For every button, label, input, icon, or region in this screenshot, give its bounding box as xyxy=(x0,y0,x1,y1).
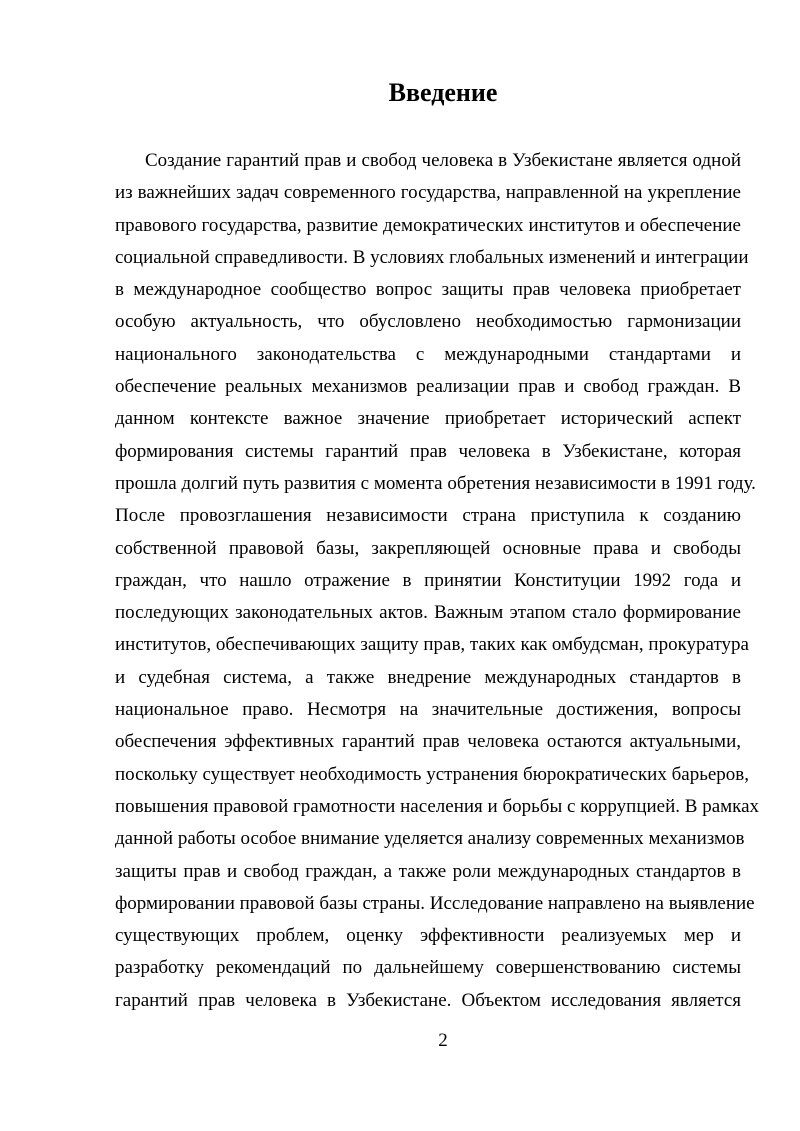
text-line: национальное право. Несмотря на значительные достижения, вопросы xyxy=(115,699,741,721)
text-line: формировании правовой базы страны. Исследование направлено на выявление xyxy=(115,892,755,914)
text-line: обеспечение реальных механизмов реализации прав и свобод граждан. В xyxy=(115,376,741,398)
page-number: 2 xyxy=(438,1030,448,1051)
text-line: формирования системы гарантий прав человека в Узбекистане, которая xyxy=(115,440,741,462)
text-line: социальной справедливости. В условиях глобальных изменений и интеграции xyxy=(115,246,749,268)
text-line: особую актуальность, что обусловлено необходимостью гармонизации xyxy=(115,311,741,333)
text-line: и судебная система, а также внедрение международных стандартов в xyxy=(115,666,741,688)
text-line: последующих законодательных актов. Важным этапом стало формирование xyxy=(115,602,741,624)
text-line: институтов, обеспечивающих защиту прав, таких как омбудсман, прокуратура xyxy=(115,634,749,656)
body-paragraph xyxy=(115,145,760,1017)
text-line: поскольку существует необходимость устранения бюрократических барьеров, xyxy=(115,763,750,785)
text-line: правового государства, развитие демократических институтов и обеспечение xyxy=(115,214,741,236)
text-line: Создание гарантий прав и свобод человека в Узбекистане является одной xyxy=(145,150,741,171)
text-line: существующих проблем, оценку эффективности реализуемых мер и xyxy=(115,925,741,947)
section-title: Введение xyxy=(388,78,498,107)
text-line: в международное сообщество вопрос защиты прав человека приобретает xyxy=(115,279,741,301)
text-line: данном контексте важное значение приобретает исторический аспект xyxy=(115,408,741,430)
text-line: прошла долгий путь развития с момента обретения независимости в 1991 году. xyxy=(115,472,756,494)
text-line: из важнейших задач современного государства, направленной на укрепление xyxy=(115,182,741,204)
text-line: обеспечения эффективных гарантий прав человека остаются актуальными, xyxy=(115,731,741,753)
text-line: защиты прав и свобод граждан, а также роли международных стандартов в xyxy=(115,860,741,882)
text-line: гарантий прав человека в Узбекистане. Объектом исследования является xyxy=(115,989,741,1011)
text-line: После провозглашения независимости страна приступила к созданию xyxy=(115,505,741,527)
text-line: разработку рекомендаций по дальнейшему совершенствованию системы xyxy=(115,957,741,979)
text-line: национального законодательства с международными стандартами и xyxy=(115,343,741,365)
text-line: граждан, что нашло отражение в принятии Конституции 1992 года и xyxy=(115,569,741,591)
text-line: повышения правовой грамотности населения и борьбы с коррупцией. В рамках xyxy=(115,795,760,817)
text-line: собственной правовой базы, закрепляющей основные права и свободы xyxy=(115,537,741,559)
text-line: данной работы особое внимание уделяется анализу современных механизмов xyxy=(115,828,745,850)
